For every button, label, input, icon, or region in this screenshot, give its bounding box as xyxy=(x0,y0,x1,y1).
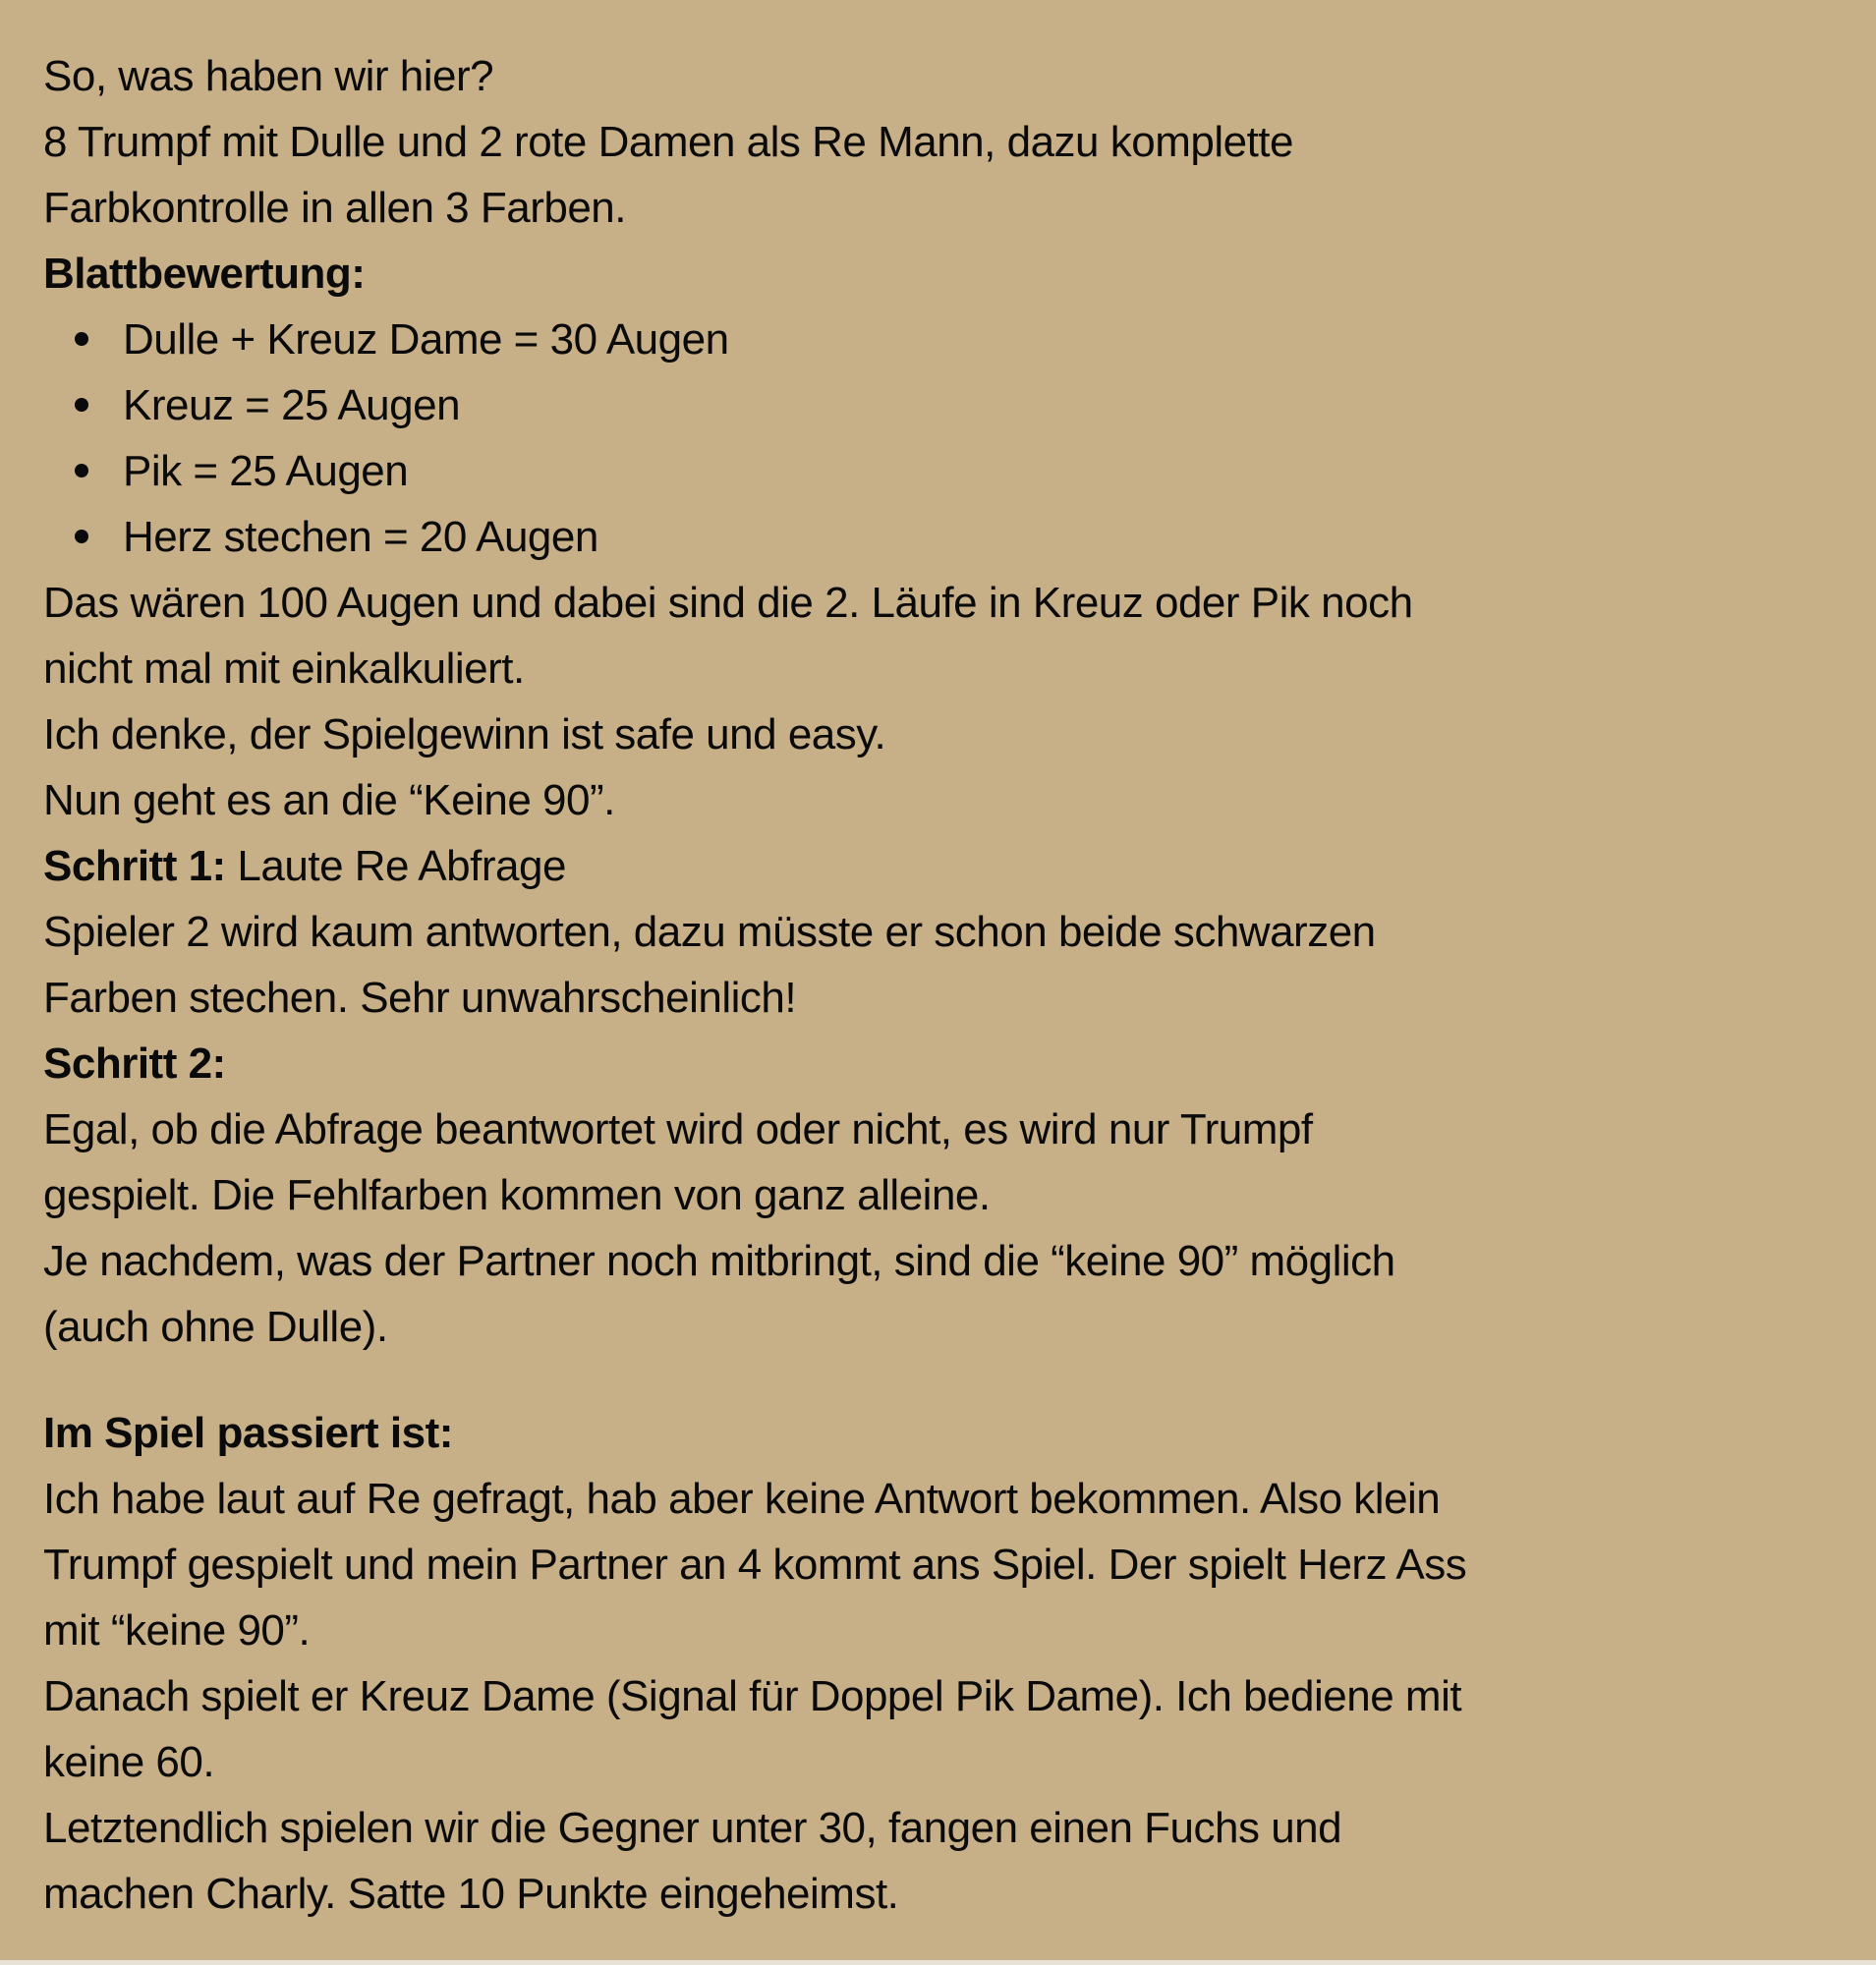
list-item-text: Herz stechen = 20 Augen xyxy=(123,513,598,561)
bullet-icon xyxy=(75,530,88,543)
result-line-1: Ich habe laut auf Re gefragt, hab aber keine Antwort bekommen. Also klein xyxy=(43,1475,1441,1523)
result-line-4: Danach spielt er Kreuz Dame (Signal für Doppel Pik Dame). Ich bediene mit xyxy=(43,1672,1462,1720)
list-item-text: Pik = 25 Augen xyxy=(123,447,409,495)
bullet-icon xyxy=(75,464,88,477)
result-line-6: Letztendlich spielen wir die Gegner unter 30, fangen einen Fuchs und xyxy=(43,1804,1342,1852)
result-line-7: machen Charly. Satte 10 Punkte eingeheimst. xyxy=(43,1870,899,1918)
list-item-text: Dulle + Kreuz Dame = 30 Augen xyxy=(123,315,729,364)
summary-line-3: Ich denke, der Spielgewinn ist safe und easy. xyxy=(43,710,886,758)
intro-line-1: So, was haben wir hier? xyxy=(43,52,494,100)
evaluation-heading: Blattbewertung: xyxy=(43,250,366,298)
step2-line-4: (auch ohne Dulle). xyxy=(43,1303,388,1351)
bullet-icon xyxy=(75,332,88,346)
summary-line-4: Nun geht es an die “Keine 90”. xyxy=(43,776,615,824)
result-heading: Im Spiel passiert ist: xyxy=(43,1409,453,1457)
step1-heading xyxy=(43,841,566,892)
summary-line-2: nicht mal mit einkalkuliert. xyxy=(43,645,525,693)
step2-line-3: Je nachdem, was der Partner noch mitbringt, sind die “keine 90” möglich xyxy=(43,1237,1395,1285)
step1-title: Laute Re Abfrage xyxy=(225,842,566,890)
step2-heading: Schritt 2: xyxy=(43,1039,226,1088)
result-line-5: keine 60. xyxy=(43,1738,215,1786)
step1-line-1: Spieler 2 wird kaum antworten, dazu müsste er schon beide schwarzen xyxy=(43,908,1376,956)
summary-line-1: Das wären 100 Augen und dabei sind die 2. Läufe in Kreuz oder Pik noch xyxy=(43,579,1413,627)
result-line-3: mit “keine 90”. xyxy=(43,1606,311,1655)
bullet-icon xyxy=(75,398,88,412)
intro-line-2: 8 Trumpf mit Dulle und 2 rote Damen als Re Mann, dazu komplette xyxy=(43,118,1293,166)
list-item-text: Kreuz = 25 Augen xyxy=(123,381,461,429)
result-line-2: Trumpf gespielt und mein Partner an 4 kommt ans Spiel. Der spielt Herz Ass xyxy=(43,1541,1467,1589)
step1-line-2: Farben stechen. Sehr unwahrscheinlich! xyxy=(43,974,797,1022)
step2-line-1: Egal, ob die Abfrage beantwortet wird oder nicht, es wird nur Trumpf xyxy=(43,1105,1313,1153)
step2-line-2: gespielt. Die Fehlfarben kommen von ganz alleine. xyxy=(43,1171,991,1219)
step1-label: Schritt 1: xyxy=(43,842,226,890)
bottom-divider xyxy=(0,1960,1876,1965)
intro-line-3: Farbkontrolle in allen 3 Farben. xyxy=(43,184,626,232)
